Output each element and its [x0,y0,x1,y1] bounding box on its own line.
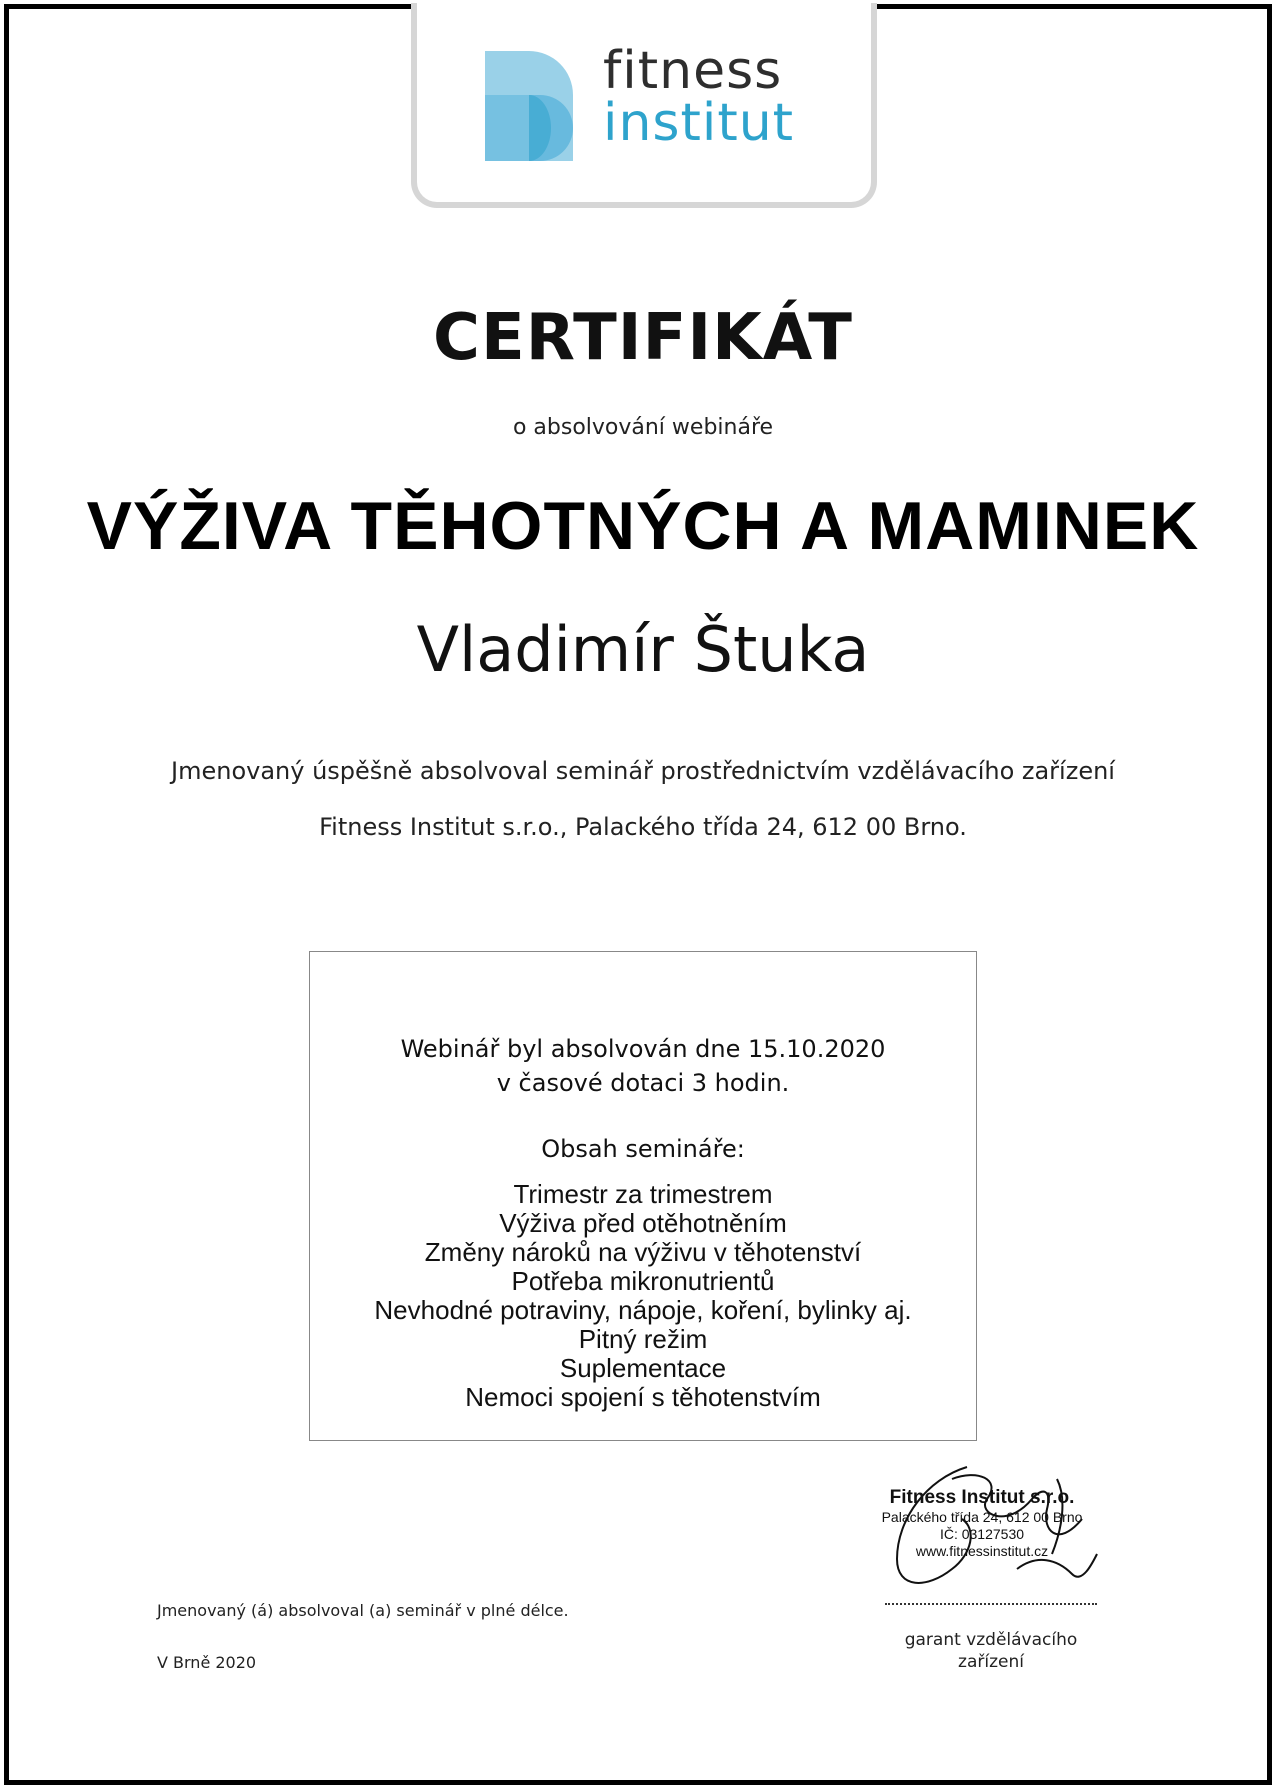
stamp-company-name: Fitness Institut s.r.o. [889,1487,1075,1508]
topic-item: Výživa před otěhotněním [499,1208,787,1238]
guarantor-label-line-1: garant vzdělávacího [904,1630,1078,1650]
stamp-address: Palackého třída 24, 612 00 Brno [881,1509,1083,1525]
completion-date-line: Webinář byl absolvován dne 15.10.2020 [400,1035,886,1063]
guarantor-label [885,1629,1097,1673]
certificate-subtitle: o absolvování webináře [512,415,774,440]
duration-line: v časové dotaci 3 hodin. [496,1069,790,1097]
logo-tab [411,3,877,208]
fitness-institut-logo-icon [485,51,595,161]
recipient-name: Vladimír Štuka [416,613,870,686]
footer-place-date: V Brně 2020 [157,1653,257,1672]
certificate-title: CERTIFIKÁT [433,301,853,375]
stamp-text [857,1487,1107,1560]
statement-line-1: Jmenovaný úspěšně absolvoval seminář prostřednictvím vzdělávacího zařízení [171,757,1115,785]
signature-dotted-line [885,1603,1097,1605]
footer-note: Jmenovaný (á) absolvoval (a) seminář v plné délce. [157,1601,569,1620]
company-stamp [857,1459,1107,1599]
topic-item: Nemoci spojení s těhotenstvím [465,1382,821,1412]
guarantor-label-line-2: zařízení [958,1652,1024,1672]
contents-label: Obsah semináře: [541,1135,745,1163]
topics-list [310,1180,976,1412]
topic-item: Změny nároků na výživu v těhotenství [424,1237,862,1267]
topic-item: Pitný režim [578,1324,708,1354]
topic-item: Nevhodné potraviny, nápoje, koření, bylinky aj. [374,1295,912,1325]
stamp-website: www.fitnessinstitut.cz [915,1543,1049,1559]
topic-item: Trimestr za trimestrem [513,1179,773,1209]
logo-line-fitness: fitness [603,41,783,101]
topic-item: Suplementace [559,1353,727,1383]
stamp-ico: IČ: 03127530 [939,1526,1025,1542]
course-title: VÝŽIVA TĚHOTNÝCH A MAMINEK [86,488,1200,564]
topic-item: Potřeba mikronutrientů [511,1266,775,1296]
logo-wordmark [603,41,795,153]
logo-line-institut: institut [603,93,795,153]
statement-line-2: Fitness Institut s.r.o., Palackého třída 24, 612 00 Brno. [319,813,967,841]
certificate-frame [4,4,1272,1785]
seminar-info-box [309,951,977,1441]
